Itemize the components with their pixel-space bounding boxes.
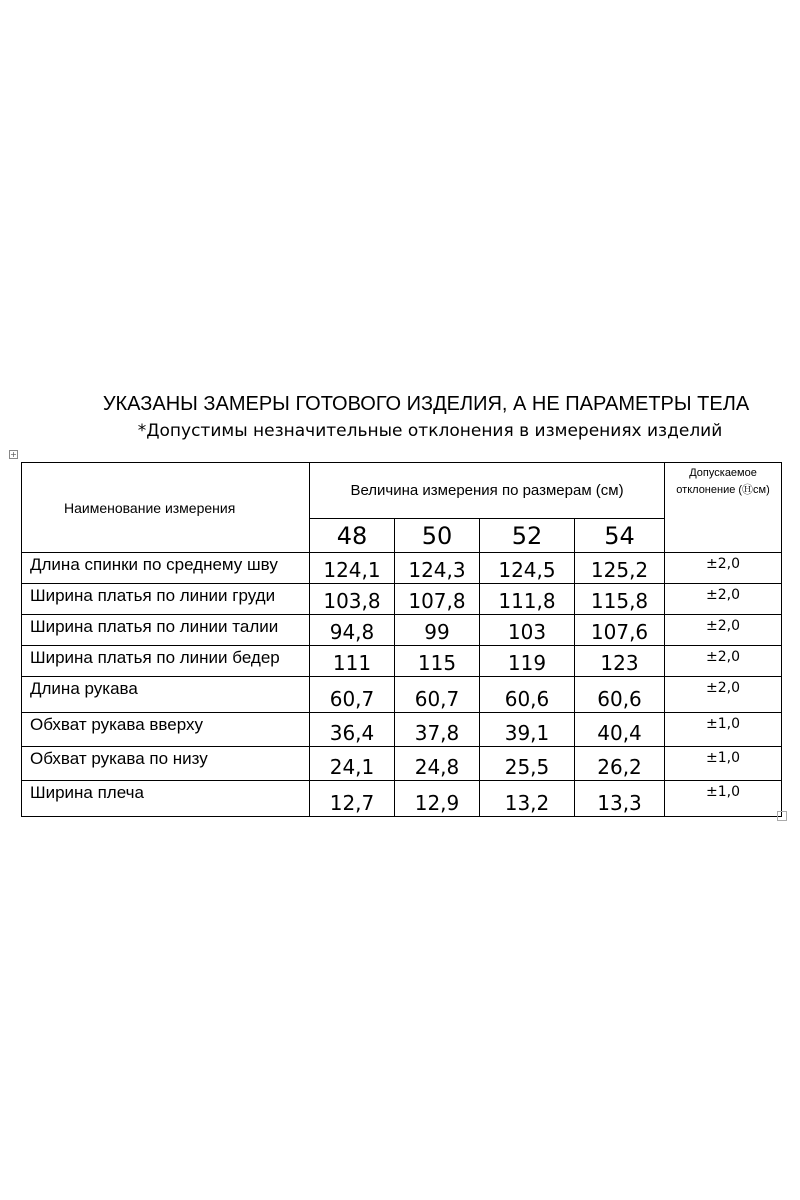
measurement-value: 60,6 — [480, 677, 575, 713]
measurement-value: 39,1 — [480, 713, 575, 747]
column-header-tolerance — [665, 463, 782, 553]
measurement-value: 26,2 — [575, 747, 665, 781]
column-header-measurement-name: Наименование измерения — [22, 463, 310, 553]
measurement-tolerance: ±1,0 — [665, 747, 782, 781]
measurement-value: 94,8 — [310, 615, 395, 646]
measurement-name: Длина спинки по среднему шву — [22, 553, 310, 584]
tolerance-header-line1: Допускаемое — [689, 467, 757, 479]
measurement-tolerance: ±2,0 — [665, 553, 782, 584]
measurement-tolerance: ±2,0 — [665, 584, 782, 615]
table-row — [22, 553, 782, 584]
measurement-value: 60,6 — [575, 677, 665, 713]
measurement-value: 107,6 — [575, 615, 665, 646]
measurement-name: Длина рукава — [22, 677, 310, 713]
table-row — [22, 646, 782, 677]
measurement-tolerance: ±1,0 — [665, 781, 782, 817]
tolerance-header-line2: отклонение (Ⓗсм) — [676, 484, 770, 496]
measurement-name: Ширина платья по линии бедер — [22, 646, 310, 677]
measurement-value: 103,8 — [310, 584, 395, 615]
measurements-table — [21, 462, 782, 817]
measurement-value: 111,8 — [480, 584, 575, 615]
measurement-name: Ширина платья по линии талии — [22, 615, 310, 646]
measurement-value: 124,3 — [395, 553, 480, 584]
measurement-tolerance: ±1,0 — [665, 713, 782, 747]
table-row — [22, 747, 782, 781]
size-header-48: 48 — [310, 519, 395, 553]
measurement-value: 36,4 — [310, 713, 395, 747]
measurement-value: 24,8 — [395, 747, 480, 781]
measurement-value: 12,9 — [395, 781, 480, 817]
resize-handle-icon[interactable] — [777, 811, 787, 821]
table-row — [22, 677, 782, 713]
measurement-value: 60,7 — [395, 677, 480, 713]
table-row — [22, 584, 782, 615]
measurement-name: Обхват рукава вверху — [22, 713, 310, 747]
measurement-tolerance: ±2,0 — [665, 615, 782, 646]
measurement-value: 24,1 — [310, 747, 395, 781]
measurement-value: 40,4 — [575, 713, 665, 747]
measurement-value: 124,1 — [310, 553, 395, 584]
size-header-50: 50 — [395, 519, 480, 553]
column-header-measurement-value: Величина измерения по размерам (см) — [310, 463, 665, 519]
measurement-value: 115 — [395, 646, 480, 677]
measurement-value: 115,8 — [575, 584, 665, 615]
measurement-value: 119 — [480, 646, 575, 677]
measurement-tolerance: ±2,0 — [665, 677, 782, 713]
measurement-value: 124,5 — [480, 553, 575, 584]
measurement-name: Обхват рукава по низу — [22, 747, 310, 781]
page-title: УКАЗАНЫ ЗАМЕРЫ ГОТОВОГО ИЗДЕЛИЯ, А НЕ ПАРАМЕТРЫ ТЕЛА — [102, 393, 750, 415]
measurement-tolerance: ±2,0 — [665, 646, 782, 677]
measurement-value: 60,7 — [310, 677, 395, 713]
move-handle-icon[interactable]: + — [10, 450, 17, 459]
table-row — [22, 713, 782, 747]
table-row — [22, 615, 782, 646]
measurement-value: 13,3 — [575, 781, 665, 817]
table-row — [22, 781, 782, 817]
measurement-value: 107,8 — [395, 584, 480, 615]
measurement-value: 25,5 — [480, 747, 575, 781]
measurement-name: Ширина плеча — [22, 781, 310, 817]
measurement-value: 99 — [395, 615, 480, 646]
measurement-value: 103 — [480, 615, 575, 646]
measurement-name: Ширина платья по линии груди — [22, 584, 310, 615]
size-header-52: 52 — [480, 519, 575, 553]
measurement-value: 111 — [310, 646, 395, 677]
measurement-value: 125,2 — [575, 553, 665, 584]
size-header-54: 54 — [575, 519, 665, 553]
measurement-value: 123 — [575, 646, 665, 677]
measurement-value: 13,2 — [480, 781, 575, 817]
measurement-value: 37,8 — [395, 713, 480, 747]
measurement-value: 12,7 — [310, 781, 395, 817]
page-subtitle: *Допустимы незначительные отклонения в измерениях изделий — [137, 421, 723, 441]
